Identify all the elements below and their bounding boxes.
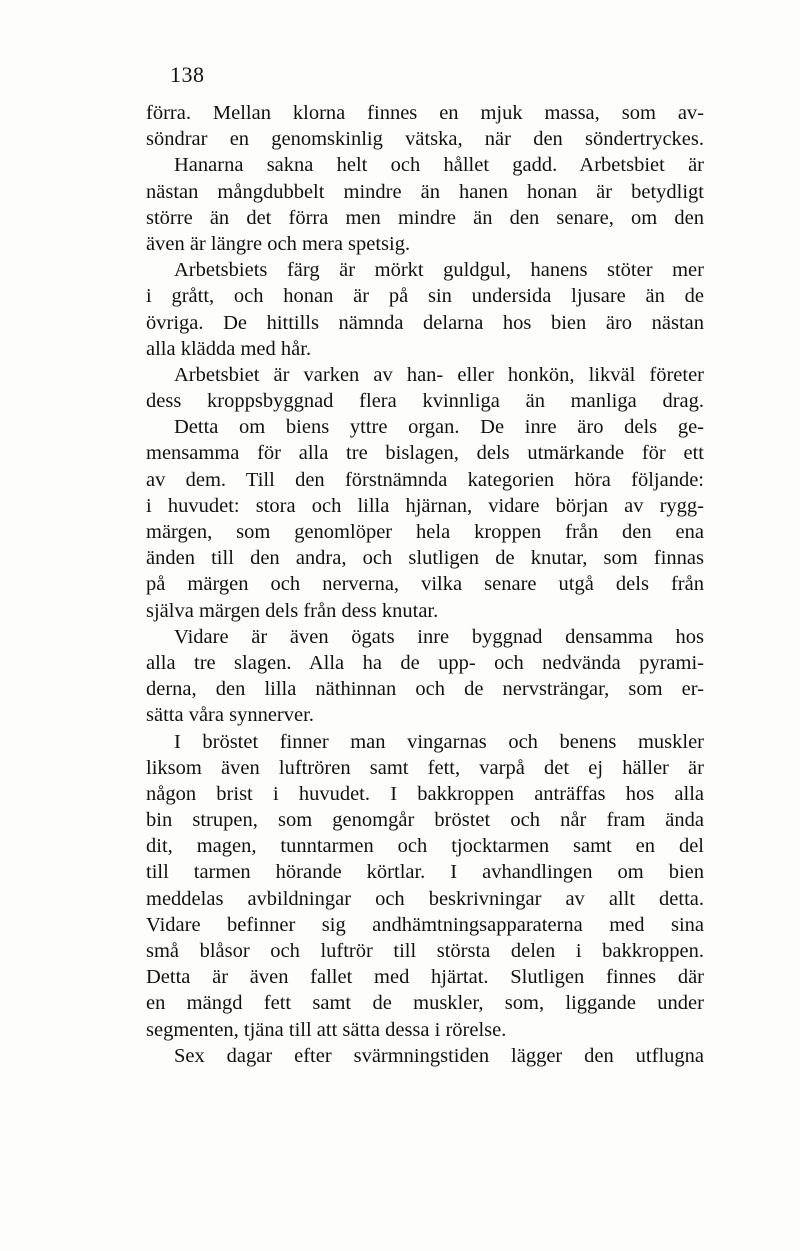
text-line: Detta om biens yttre organ. De inre äro dels ge- (174, 416, 704, 439)
page-number: 138 (170, 62, 205, 87)
text-line: derna, den lilla näthinnan och de nervsträngar, som er- (146, 678, 704, 701)
text-line: övriga. De hittills nämnda delarna hos bien äro nästan (146, 311, 704, 334)
text-line: dit, magen, tunntarmen och tjocktarmen samt en del (146, 835, 704, 858)
text-line: en mängd fett samt de muskler, som, liggande under (146, 992, 704, 1015)
text-line: Hanarna sakna helt och hållet gadd. Arbetsbiet är (174, 154, 704, 177)
text-line: på märgen och nerverna, vilka senare utgå dels från (146, 573, 704, 596)
text-line: till tarmen hörande körtlar. I avhandlingen om bien (146, 861, 704, 884)
body-text (146, 100, 704, 1069)
text-line: även är längre och mera spetsig. (146, 232, 411, 255)
text-line: i grått, och honan är på sin undersida ljusare än de (146, 285, 704, 308)
text-line: segmenten, tjäna till att sätta dessa i rörelse. (146, 1018, 507, 1041)
text-line: själva märgen dels från dess knutar. (146, 599, 439, 622)
text-line: någon brist i huvudet. I bakkroppen anträffas hos alla (146, 782, 704, 805)
text-line: Detta är även fallet med hjärtat. Slutligen finnes där (146, 966, 704, 989)
text-line: söndrar en genomskinlig vätska, när den söndertryckes. (146, 128, 704, 151)
text-line: förra. Mellan klorna finnes en mjuk massa, som av- (146, 102, 704, 124)
text-line: Arbetsbiets färg är mörkt guldgul, hanens stöter mer (174, 259, 704, 282)
text-line: små blåsor och luftrör till största delen i bakkroppen. (146, 940, 704, 962)
text-line: Vidare befinner sig andhämtningsapparaterna med sina (146, 913, 704, 936)
text-line: änden till den andra, och slutligen de knutar, som finnas (146, 547, 704, 570)
text-line: nästan mångdubbelt mindre än hanen honan är betydligt (146, 180, 704, 203)
text-line: bin strupen, som genomgår bröstet och når fram ända (146, 809, 704, 832)
text-line: dess kroppsbyggnad flera kvinnliga än manliga drag. (146, 390, 704, 413)
text-line: I bröstet finner man vingarnas och benens muskler (174, 730, 704, 753)
text-line: märgen, som genomlöper hela kroppen från den ena (146, 521, 704, 543)
text-line: sätta våra synnerver. (146, 704, 314, 727)
text-line: av dem. Till den förstnämnda kategorien höra följande: (146, 468, 704, 491)
text-line: alla tre slagen. Alla ha de upp- och nedvända pyrami- (146, 651, 704, 674)
text-line: meddelas avbildningar och beskrivningar av allt detta. (146, 887, 704, 910)
text-line: större än det förra men mindre än den senare, om den (146, 206, 704, 229)
text-line: Sex dagar efter svärmningstiden lägger den utflugna (174, 1044, 704, 1067)
text-line: alla klädda med hår. (146, 337, 312, 360)
text-line: mensamma för alla tre bislagen, dels utmärkande för ett (146, 442, 704, 465)
text-line: liksom även luftrören samt fett, varpå det ej häller är (146, 756, 704, 779)
text-line: i huvudet: stora och lilla hjärnan, vidare början av rygg- (146, 494, 704, 517)
text-line: Arbetsbiet är varken av han- eller honkön, likväl företer (174, 363, 704, 386)
text-line: Vidare är även ögats inre byggnad densamma hos (174, 625, 704, 648)
